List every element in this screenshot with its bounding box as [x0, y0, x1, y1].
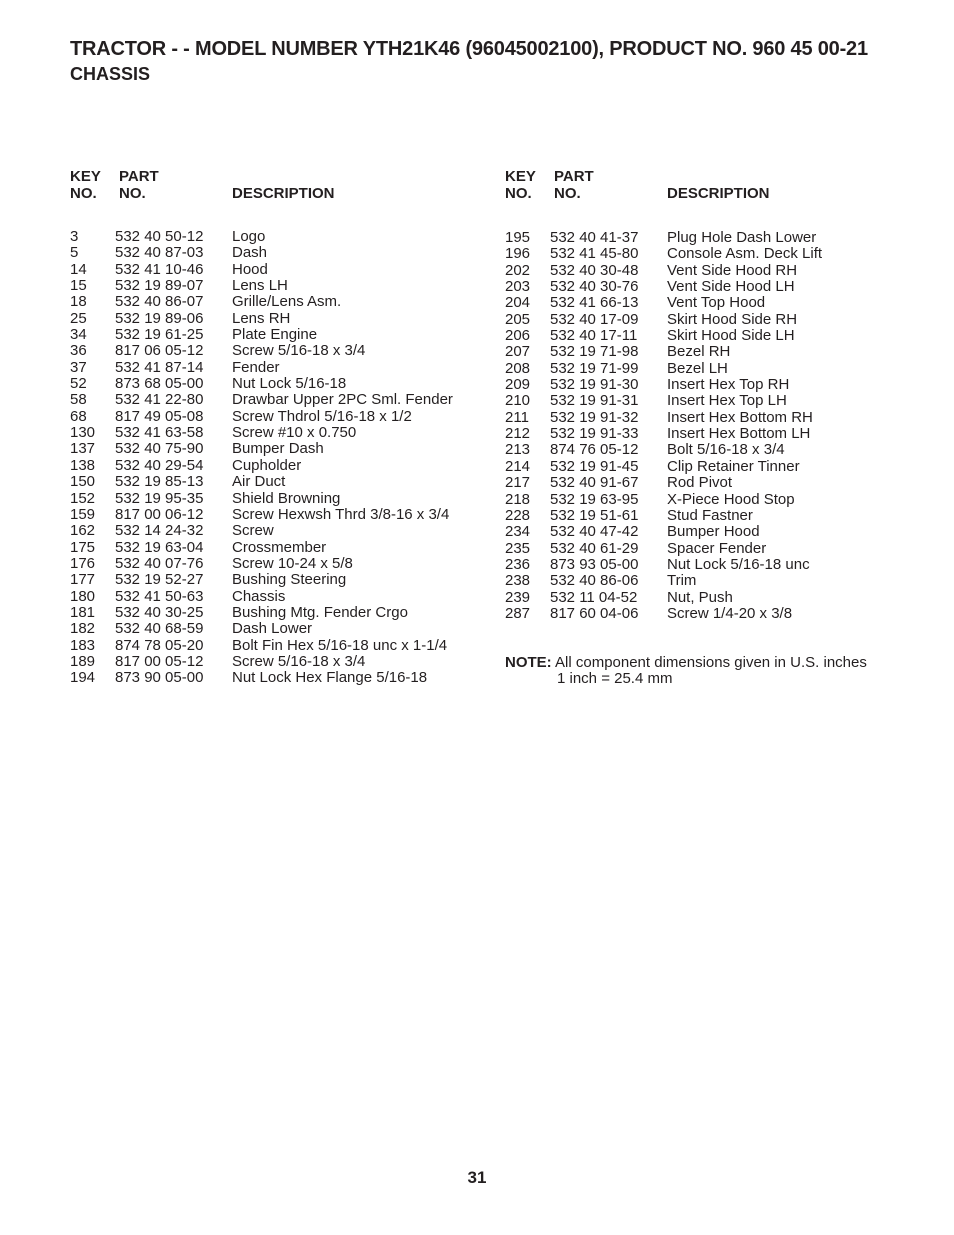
rows-right — [505, 230, 905, 622]
row-part-no: 873 90 05-00 — [115, 669, 204, 687]
row-key-no: 138 — [70, 456, 96, 474]
row-part-no: 532 19 91-45 — [550, 457, 639, 475]
row-part-no: 532 19 52-27 — [115, 571, 204, 589]
row-key-no: 209 — [505, 376, 531, 394]
row-part-no: 532 40 30-76 — [550, 278, 639, 296]
note-line2: 1 inch = 25.4 mm — [557, 670, 673, 687]
row-description: Insert Hex Bottom LH — [667, 425, 811, 443]
table-row — [70, 262, 480, 278]
row-part-no: 532 19 91-31 — [550, 392, 639, 410]
row-key-no: 211 — [505, 408, 529, 426]
row-description: Lens RH — [232, 309, 291, 327]
row-description: Bolt Fin Hex 5/16-18 unc x 1-1/4 — [232, 636, 448, 654]
row-part-no: 532 40 17-11 — [550, 327, 638, 345]
table-row — [70, 638, 480, 654]
row-key-no: 152 — [70, 489, 96, 507]
row-description: Vent Top Hood — [667, 294, 766, 312]
row-description: Plug Hole Dash Lower — [667, 229, 817, 246]
row-description: Lens LH — [232, 277, 288, 295]
row-description: Console Asm. Deck Lift — [667, 245, 823, 263]
row-key-no: 176 — [70, 554, 96, 572]
row-description: Screw — [232, 522, 274, 540]
table-header-left — [70, 168, 480, 204]
row-key-no: 5 — [70, 244, 79, 262]
row-key-no: 159 — [70, 505, 96, 523]
table-row — [505, 328, 905, 344]
row-key-no: 25 — [70, 309, 87, 327]
row-description: Nut Lock Hex Flange 5/16-18 — [232, 669, 428, 687]
table-row — [70, 376, 480, 392]
row-part-no: 532 40 30-48 — [550, 261, 639, 279]
row-part-no: 532 19 51-61 — [550, 506, 639, 524]
row-key-no: 180 — [70, 587, 96, 605]
row-key-no: 206 — [505, 327, 531, 345]
header-key-line2: NO. — [505, 185, 532, 202]
row-key-no: 287 — [505, 604, 531, 622]
row-key-no: 208 — [505, 359, 531, 377]
row-part-no: 532 41 22-80 — [115, 391, 204, 409]
table-row — [505, 263, 905, 279]
row-part-no: 817 06 05-12 — [115, 342, 204, 360]
row-description: Crossmember — [232, 538, 327, 556]
row-description: Nut, Push — [667, 588, 733, 606]
row-part-no: 532 19 71-99 — [550, 359, 639, 377]
row-part-no: 817 49 05-08 — [115, 407, 204, 425]
table-row — [505, 573, 905, 589]
table-row — [505, 475, 905, 491]
table-row — [505, 590, 905, 606]
table-row — [505, 295, 905, 311]
row-part-no: 532 40 61-29 — [550, 539, 639, 557]
row-description: Skirt Hood Side LH — [667, 327, 795, 345]
table-row — [505, 492, 905, 508]
row-description: Plate Engine — [232, 326, 318, 344]
row-key-no: 162 — [70, 522, 96, 540]
row-part-no: 532 41 10-46 — [115, 260, 204, 278]
row-description: Shield Browning — [232, 489, 341, 507]
table-row — [505, 344, 905, 360]
row-key-no: 36 — [70, 342, 87, 360]
row-part-no: 532 40 68-59 — [115, 620, 204, 638]
header-key-line1: KEY — [70, 168, 101, 185]
table-row — [505, 426, 905, 442]
section-subtitle: CHASSIS — [70, 64, 151, 84]
row-part-no: 532 14 24-32 — [115, 522, 204, 540]
row-part-no: 873 93 05-00 — [550, 555, 639, 573]
row-key-no: 18 — [70, 293, 87, 311]
table-row — [70, 654, 480, 670]
table-row — [70, 621, 480, 637]
page-title: TRACTOR - - MODEL NUMBER YTH21K46 (96045002100), PRODUCT NO. 960 45 00-21 — [70, 38, 868, 60]
row-part-no: 532 41 66-13 — [550, 294, 639, 312]
row-key-no: 207 — [505, 343, 531, 361]
row-description: Screw Thdrol 5/16-18 x 1/2 — [232, 407, 412, 425]
table-row — [70, 540, 480, 556]
row-part-no: 532 40 75-90 — [115, 440, 204, 458]
row-key-no: 177 — [70, 571, 96, 589]
row-description: X-Piece Hood Stop — [667, 490, 795, 508]
table-row — [70, 343, 480, 359]
parts-table-left — [70, 168, 480, 687]
row-description: Drawbar Upper 2PC Sml. Fender — [232, 391, 453, 409]
table-row — [70, 507, 480, 523]
header-key-line1: KEY — [505, 168, 536, 185]
row-part-no: 532 41 63-58 — [115, 424, 204, 442]
row-part-no: 532 40 47-42 — [550, 523, 639, 541]
table-row — [70, 474, 480, 490]
row-key-no: 52 — [70, 375, 87, 393]
row-key-no: 68 — [70, 407, 87, 425]
row-key-no: 189 — [70, 652, 96, 670]
row-description: Bezel RH — [667, 343, 731, 361]
row-part-no: 532 41 87-14 — [115, 358, 204, 376]
row-description: Skirt Hood Side RH — [667, 310, 798, 328]
row-description: Insert Hex Top LH — [667, 392, 787, 410]
table-row — [70, 670, 480, 686]
table-row — [505, 410, 905, 426]
row-key-no: 234 — [505, 523, 531, 541]
table-row — [70, 327, 480, 343]
row-description: Vent Side Hood RH — [667, 261, 798, 279]
row-description: Screw #10 x 0.750 — [232, 424, 357, 442]
row-description: Rod Pivot — [667, 474, 733, 492]
table-row — [70, 523, 480, 539]
table-row — [70, 294, 480, 310]
row-description: Logo — [232, 228, 266, 245]
row-key-no: 14 — [70, 260, 87, 278]
table-row — [70, 425, 480, 441]
row-description: Chassis — [232, 587, 286, 605]
row-description: Nut Lock 5/16-18 unc — [667, 555, 810, 573]
row-part-no: 532 19 91-32 — [550, 408, 639, 426]
table-row — [70, 311, 480, 327]
table-row — [505, 557, 905, 573]
row-part-no: 874 78 05-20 — [115, 636, 204, 654]
row-description: Stud Fastner — [667, 506, 753, 524]
header-part-line1: PART — [119, 168, 159, 185]
row-part-no: 532 41 50-63 — [115, 587, 204, 605]
row-key-no: 214 — [505, 457, 531, 475]
row-part-no: 532 40 30-25 — [115, 603, 204, 621]
table-row — [70, 572, 480, 588]
row-description: Cupholder — [232, 456, 302, 474]
row-part-no: 532 40 86-07 — [115, 293, 204, 311]
table-row — [70, 556, 480, 572]
table-row — [505, 377, 905, 393]
row-description: Screw 5/16-18 x 3/4 — [232, 652, 366, 670]
row-description: Bushing Steering — [232, 571, 347, 589]
row-description: Bushing Mtg. Fender Crgo — [232, 603, 408, 621]
row-description: Screw 1/4-20 x 3/8 — [667, 604, 793, 622]
table-row — [70, 458, 480, 474]
table-row — [70, 360, 480, 376]
row-description: Grille/Lens Asm. — [232, 293, 342, 311]
table-row — [505, 508, 905, 524]
row-part-no: 532 40 41-37 — [550, 229, 639, 246]
row-key-no: 210 — [505, 392, 531, 410]
row-part-no: 532 19 91-33 — [550, 425, 639, 443]
table-row — [70, 589, 480, 605]
page-number: 31 — [467, 1168, 487, 1187]
row-key-no: 181 — [70, 603, 96, 621]
row-key-no: 3 — [70, 228, 79, 245]
row-part-no: 873 68 05-00 — [115, 375, 204, 393]
row-description: Trim — [667, 572, 697, 590]
dimensions-note — [505, 655, 867, 687]
note-line1: All component dimensions given in U.S. inches — [555, 654, 867, 671]
table-row — [505, 524, 905, 540]
row-part-no: 874 76 05-12 — [550, 441, 639, 459]
row-part-no: 817 00 05-12 — [115, 652, 204, 670]
table-row — [505, 606, 905, 622]
row-key-no: 217 — [505, 474, 531, 492]
row-description: Vent Side Hood LH — [667, 278, 795, 296]
row-part-no: 532 19 85-13 — [115, 473, 204, 491]
row-key-no: 202 — [505, 261, 531, 279]
table-row — [505, 361, 905, 377]
header-part-line2: NO. — [554, 185, 581, 202]
header-part-line2: NO. — [119, 185, 146, 202]
parts-table-right — [505, 168, 905, 622]
row-part-no: 532 40 50-12 — [115, 228, 204, 245]
row-description: Screw Hexwsh Thrd 3/8-16 x 3/4 — [232, 505, 450, 523]
row-part-no: 532 41 45-80 — [550, 245, 639, 263]
table-row — [70, 229, 480, 245]
table-row — [505, 459, 905, 475]
row-part-no: 817 60 04-06 — [550, 604, 639, 622]
row-key-no: 150 — [70, 473, 96, 491]
row-description: Dash — [232, 244, 268, 262]
row-key-no: 182 — [70, 620, 96, 638]
row-key-no: 204 — [505, 294, 531, 312]
table-row — [505, 246, 905, 262]
row-key-no: 196 — [505, 245, 531, 263]
row-description: Clip Retainer Tinner — [667, 457, 800, 475]
table-row — [505, 279, 905, 295]
row-key-no: 235 — [505, 539, 531, 557]
table-header-right — [505, 168, 905, 204]
table-row — [505, 541, 905, 557]
row-part-no: 532 19 89-06 — [115, 309, 204, 327]
table-row — [70, 491, 480, 507]
row-part-no: 817 00 06-12 — [115, 505, 204, 523]
row-key-no: 205 — [505, 310, 531, 328]
table-row — [70, 441, 480, 457]
row-description: Insert Hex Top RH — [667, 376, 790, 394]
row-description: Nut Lock 5/16-18 — [232, 375, 347, 393]
row-key-no: 236 — [505, 555, 531, 573]
row-key-no: 58 — [70, 391, 87, 409]
row-description: Insert Hex Bottom RH — [667, 408, 813, 426]
note-label: NOTE: — [505, 654, 552, 671]
table-row — [505, 442, 905, 458]
row-description: Spacer Fender — [667, 539, 767, 557]
row-key-no: 183 — [70, 636, 96, 654]
row-part-no: 532 40 17-09 — [550, 310, 639, 328]
row-part-no: 532 19 89-07 — [115, 277, 204, 295]
row-description: Dash Lower — [232, 620, 313, 638]
row-key-no: 34 — [70, 326, 87, 344]
header-key-line2: NO. — [70, 185, 97, 202]
rows-left — [70, 229, 480, 687]
header-part-line1: PART — [554, 168, 594, 185]
table-row — [70, 409, 480, 425]
row-part-no: 532 19 61-25 — [115, 326, 204, 344]
row-part-no: 532 19 63-04 — [115, 538, 204, 556]
row-part-no: 532 11 04-52 — [550, 588, 638, 606]
row-key-no: 203 — [505, 278, 531, 296]
row-part-no: 532 19 63-95 — [550, 490, 639, 508]
table-row — [505, 230, 905, 246]
row-key-no: 212 — [505, 425, 531, 443]
table-row — [70, 605, 480, 621]
row-key-no: 37 — [70, 358, 87, 376]
row-description: Screw 5/16-18 x 3/4 — [232, 342, 366, 360]
row-key-no: 175 — [70, 538, 96, 556]
row-key-no: 213 — [505, 441, 531, 459]
row-description: Air Duct — [232, 473, 286, 491]
row-part-no: 532 40 29-54 — [115, 456, 204, 474]
row-description: Bezel LH — [667, 359, 728, 377]
row-part-no: 532 40 07-76 — [115, 554, 204, 572]
row-key-no: 15 — [70, 277, 87, 295]
row-part-no: 532 40 91-67 — [550, 474, 639, 492]
row-key-no: 194 — [70, 669, 96, 687]
row-part-no: 532 40 86-06 — [550, 572, 639, 590]
row-key-no: 130 — [70, 424, 96, 442]
table-row — [70, 278, 480, 294]
header-description: DESCRIPTION — [667, 185, 770, 202]
row-key-no: 218 — [505, 490, 531, 508]
table-row — [505, 312, 905, 328]
row-key-no: 239 — [505, 588, 531, 606]
table-row — [505, 393, 905, 409]
row-key-no: 137 — [70, 440, 96, 458]
row-part-no: 532 40 87-03 — [115, 244, 204, 262]
header-description: DESCRIPTION — [232, 185, 335, 202]
table-row — [70, 245, 480, 261]
row-part-no: 532 19 71-98 — [550, 343, 639, 361]
row-description: Fender — [232, 358, 280, 376]
row-description: Hood — [232, 260, 268, 278]
row-part-no: 532 19 91-30 — [550, 376, 639, 394]
row-key-no: 238 — [505, 572, 531, 590]
row-key-no: 195 — [505, 229, 531, 246]
row-key-no: 228 — [505, 506, 531, 524]
row-description: Screw 10-24 x 5/8 — [232, 554, 353, 572]
row-description: Bumper Hood — [667, 523, 760, 541]
row-description: Bolt 5/16-18 x 3/4 — [667, 441, 785, 459]
table-row — [70, 392, 480, 408]
row-description: Bumper Dash — [232, 440, 324, 458]
row-part-no: 532 19 95-35 — [115, 489, 204, 507]
